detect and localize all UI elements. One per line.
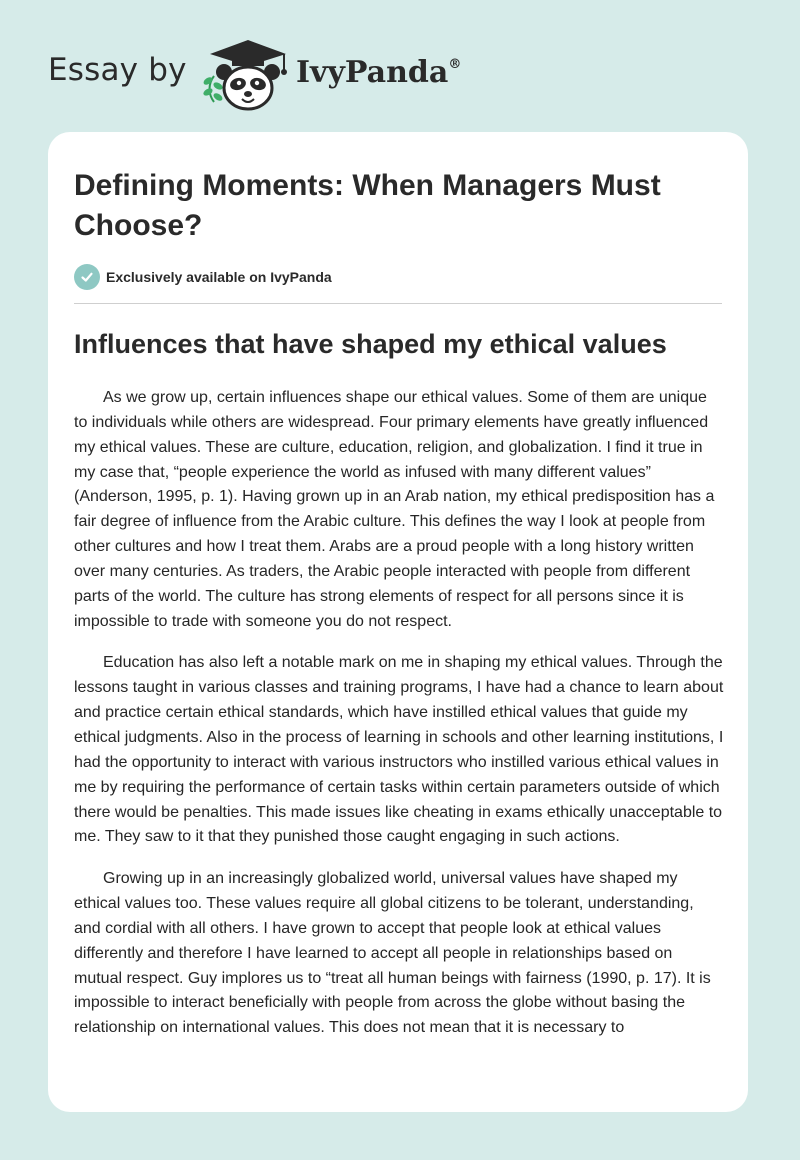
paragraph: Education has also left a notable mark on me in shaping my ethical values. Through the lessons taught in various classes and training programs, I have had a chance to learn about and practice certain ethical standards, which have instilled ethical values that guide my ethical judgments. Also in the process of learning in schools and other learning institutions, I had the opportunity to interact with various instructors who instilled various ethical values in me by requiring the performance of certain tasks within certain parameters outside of which there would be penalties. This made issues like cheating in exams ethically unacceptable to me. They saw to it that they punished those caught engaging in such actions. xyxy=(74,654,724,846)
page-title: Defining Moments: When Managers Must Choose? xyxy=(74,169,661,242)
badge-label: Exclusively available on IvyPanda xyxy=(106,269,332,285)
check-icon xyxy=(74,264,100,290)
essay-body xyxy=(74,386,724,1058)
panda-graduate-icon[interactable] xyxy=(200,36,296,112)
leaf-icon xyxy=(202,76,224,103)
paragraph: As we grow up, certain influences shape our ethical values. Some of them are unique to individuals while others are widespread. Four primary elements have greatly influenced my ethical values. These are culture, education, religion, and globalization. I find it true in my case that, “people experience the world as infused with many different values” (Anderson, 1995, p. 1). Having grown up in an Arab nation, my ethical predisposition has a fair degree of influence from the Arabic culture. This defines the way I look at people from other cultures and how I treat them. Arabs are a proud people with a long history written over many centuries. As traders, the Arabic people interacted with people from different parts of the world. The culture has strong elements of respect for all persons since it is impossible to trade with someone you do not respect. xyxy=(74,389,715,630)
paragraph: Growing up in an increasingly globalized world, universal values have shaped my ethical values too. These values require all global citizens to be tolerant, understanding, and cordial with all others. I have grown to accept that people look at ethical values differently and therefore I have learned to accept all people in relationships based on mutual respect. Guy implores us to “treat all human beings with fairness (1990, p. 17). It is impossible to interact beneficially with people from across the globe without basing the relationship on international values. This does not mean that it is necessary to xyxy=(74,870,711,1037)
essay-by-label: Essay by xyxy=(48,52,187,88)
brand-name: IvyPanda xyxy=(296,55,449,90)
brand-logo-text[interactable] xyxy=(296,55,461,90)
essay-card xyxy=(48,132,748,1112)
exclusive-badge xyxy=(74,263,332,291)
divider xyxy=(74,303,722,304)
site-header xyxy=(0,0,800,120)
section-heading: Influences that have shaped my ethical values xyxy=(74,329,667,359)
registered-mark: ® xyxy=(448,57,462,72)
